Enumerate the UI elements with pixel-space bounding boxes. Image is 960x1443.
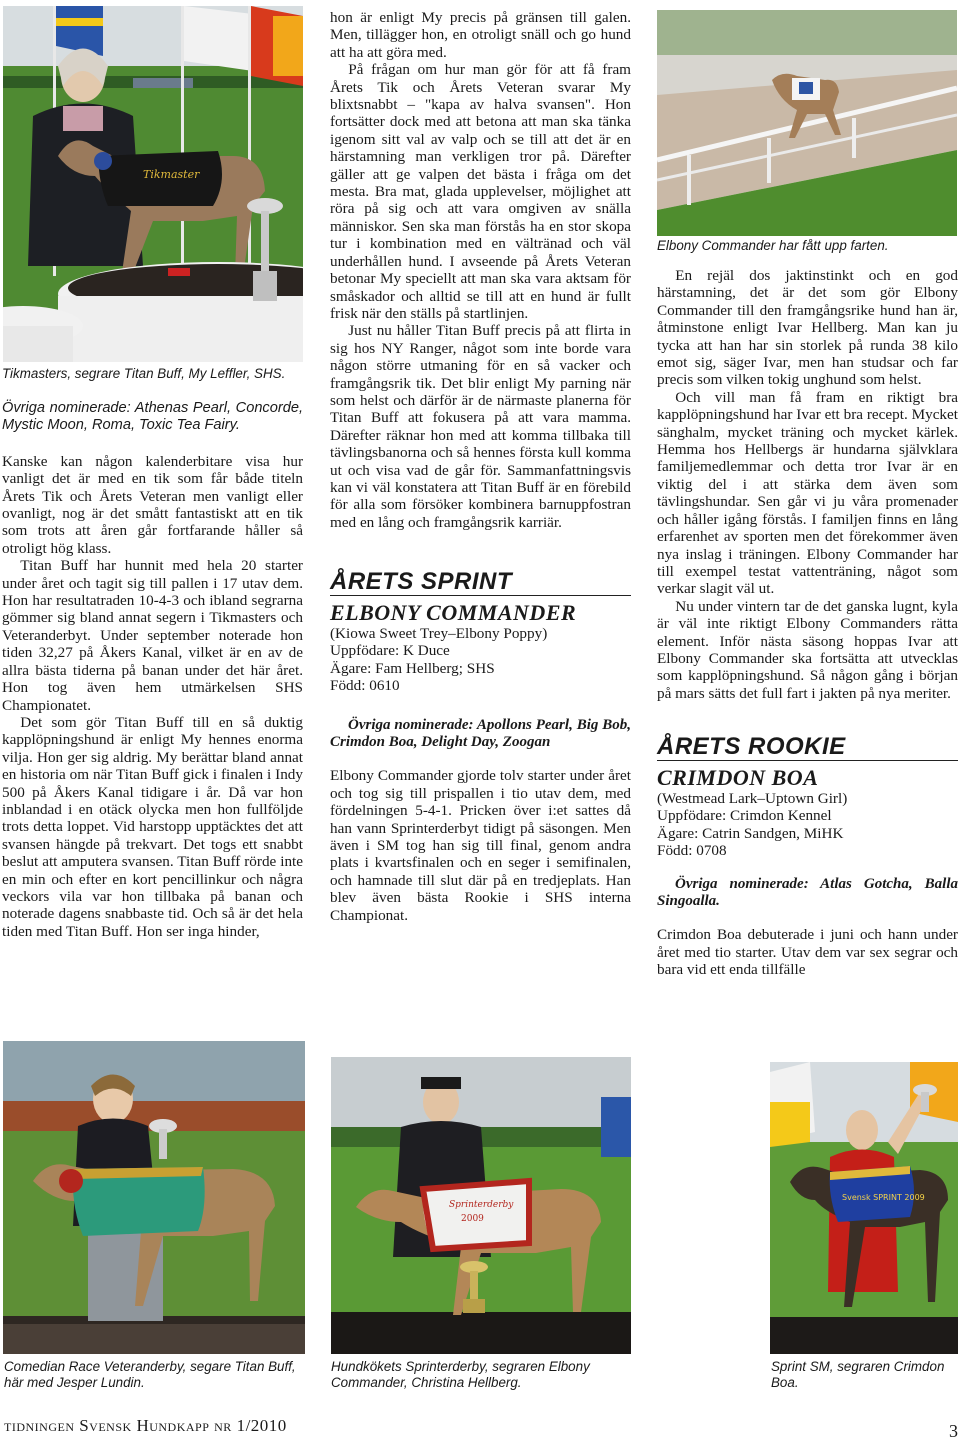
nominees-sprint: Övriga nominerade: Apollons Pearl, Big Bob, Crimdon Boa, Delight Day, Zoogan xyxy=(330,716,631,751)
caption-sprint-sm: Sprint SM, segraren Crimdon Boa. xyxy=(771,1359,945,1390)
dog-name-crimdon: CRIMDON BOA xyxy=(657,764,819,790)
dog-name-elbony: ELBONY COMMANDER xyxy=(330,599,577,625)
paragraph: Titan Buff har hunnit med hela 20 starter under året och tagit sig till pallen i 17 utav dem. Hon har resultatraden 10-4-3 och ibland segrarna gömmer sig bland annat segern i Tikmasters och Veteranderbyt. Under september noterade hon tiden 32,27 på Åkers Kanal, vilket är en av de allra bästa tiderna på banan under det här året. Hon tog även hem utmärkelsen SHS Championatet. xyxy=(2,557,303,714)
paragraph: Just nu håller Titan Buff precis på att flirta in sig hos NY Ranger, något som inte borde vara någon större utmaning för en så vacker och framgångsrik tik. Det blir enligt My parning när som helst och därför är de närmaste planerna för Titan Buff att fokusera på att vara mamma. Därefter räknar hon med att komma tillbaka till tävlingsbanorna och så hennes första kull komma ut och visa vad de går för. Sammanfattningsvis kan vi väl konstatera att Titan Buff är en förebild för alla som försöker kombinera barnuppfostran med en lång och framgångsrik karriär. xyxy=(330,322,631,531)
paragraph: På frågan om hur man gör för att få fram Årets Tik och Årets Veteran svarar My blixtsnabbt – "kapa av halva svansen". Hon fortsätter dock med att betona att man ska tänka igenom sitt val av valp och se till att det är en härstamning man verkligen tror på. Därefter gäller att ge valpen det bästa i fråga om det mesta. Bra mat, glada upplevelser, möjlighet att röra på sig och att vara omgiven av snälla människor. Sen ska man förstås ha en stor skopa tur i kombination med en vältränad och väl underhållen hund. I avseende på Årets Veteran betonar My speciellt att man ska vara aktsam för småskador och alltid se till att en hund är fullt frisk när den ställs på startlinjen. xyxy=(330,61,631,322)
pedigree: (Kiowa Sweet Trey–Elbony Poppy) xyxy=(330,625,548,642)
born: Född: 0610 xyxy=(330,677,400,695)
nominees-rookie: Övriga nominerade: Atlas Gotcha, Balla Singoalla. xyxy=(657,875,958,909)
paragraph: Nu under vintern tar de det ganska lugnt, kyla är väl inte riktigt Elbony Commanders rätta element. Inför nästa säsong hoppas Ivar att Elbony Commander ska fortsätta att utvecklas som kapplöpningshund. Så någon gång i början på mars sätts det full fart i jakten på nya meriter. xyxy=(657,597,958,702)
svg-text:2009: 2009 xyxy=(461,1214,484,1224)
breeder: Uppfödare: Crimdon Kennel xyxy=(657,807,832,825)
column-left xyxy=(2,400,303,940)
born: Född: 0708 xyxy=(657,842,727,860)
owner: Ägare: Fam Hellberg; SHS xyxy=(330,659,495,677)
photo-veteranderby-winner xyxy=(3,1041,305,1354)
photo-tikmasters-winner xyxy=(3,6,303,362)
paragraph: En rejäl dos jaktinstinkt och en god härstamning, det är det som gör Elbony Commander till den framgångsrike hund han är, åtminstone enligt Ivar Hellberg. Man kan ju tycka att han har sin storlek på runda 38 kilo emot sig, säger Ivar, men han studsar och far precis som vilken tokig unghund som helst. xyxy=(657,267,958,389)
caption-sprinterderby: Hundkökets Sprinterderby, segraren Elbony Commander, Christina Hellberg. xyxy=(331,1359,590,1390)
paragraph: hon är enligt My precis på gränsen till galen. Men, tillägger hon, en otroligt snäll och go hund att ha att göra med. xyxy=(330,9,631,61)
paragraph: Kanske kan någon kalenderbitare visa hur vanligt det är med en tik som får både titeln Årets Tik och Årets Veteran men vanligt eller ovanligt, nog är det smått fantastiskt att en tik som trots att åren går fortfarande håller så otroligt hög klass. xyxy=(2,452,303,557)
column-right xyxy=(657,267,958,979)
section-heading-sprint: ÅRETS SPRINT xyxy=(330,568,513,596)
nominees-veteran: Övriga nominerade: Athenas Pearl, Concorde, Mystic Moon, Roma, Toxic Tea Fairy. xyxy=(2,400,303,434)
owner: Ägare: Catrin Sandgen, MiHK xyxy=(657,824,844,842)
sprint-blanket-text: Svensk SPRINT 2009 xyxy=(842,1193,925,1202)
photo-sprinterderby-winner xyxy=(331,1057,631,1354)
photo-elbony-racing xyxy=(657,10,957,236)
paragraph: Det som gör Titan Buff till en så duktig kapplöpningshund är enligt My hennes enorma vilja. Hon ger sig aldrig. My berättar bland annat en historia om när Titan Buff gick i finalen i Indy 500 på Åkers Kanal tidigare i år. Då var hon inblandad i en otäck olycka men hon fullföljde trots detta loppet. Vid harstopp upptäcktes det att svansen hängde på trekvart. Det togs ett snabbt beslut att amputera svansen. Titan Buff rörde inte en min och efter en kort pencillinkur och några veckors vila var hon tillbaka på banan och noterade dagens snabbaste tid. Och så är det hela tiden med Titan Buff. Hon ser inga hinder, xyxy=(2,713,303,940)
paragraph: Crimdon Boa debuterade i juni och hann under året med tio starter. Utav dem var sex segrar och bara vid ett enda tillfälle xyxy=(657,926,958,979)
photo-sprint-sm-winner xyxy=(770,1062,958,1354)
caption-tikmasters: Tikmasters, segrare Titan Buff, My Leffler, SHS. xyxy=(2,366,286,381)
tikmaster-blanket-text: Tikmaster xyxy=(143,168,200,181)
paragraph: Elbony Commander gjorde tolv starter under året och tog sig till prispallen i tio utav dem, med fördelningen 5-4-1. Pricken över i:et sattes då han vann Sprinterderbyt tidigt på säsongen. Men även i SM tog han sig till final, genom andra plats i kvartsfinalen och en seger i semifinalen, och hamnade till slut där på en tredjeplats. Han blev även bästa Rookie i SHS interna Championat. xyxy=(330,767,631,924)
breeder: Uppfödare: K Duce xyxy=(330,642,450,660)
caption-elbony-racing: Elbony Commander har fått upp farten. xyxy=(657,238,889,253)
column-middle xyxy=(330,9,631,924)
section-heading-rookie: ÅRETS ROOKIE xyxy=(657,733,846,761)
page-number: 3 xyxy=(949,1421,958,1441)
pedigree: (Westmead Lark–Uptown Girl) xyxy=(657,789,848,807)
paragraph: Och vill man få fram en riktigt bra kapplöpningshund har Ivar ett bra recept. Mycket sänghalm, mycket träning och mycket kärlek. Hemma hos Hellbergs är hundarna självklara familjemedlemmar och detta tror Ivar är en viktig del i att stärka dem även som tävlingshundar. Sen går vi ju våra promenader och håller igång förstås. I familjen finns en lång erfarenhet av sporten men det förekommer även nya inslag i träningen. Elbony Commander har till exempel testat vattenträning, något som verkar slagit väl ut. xyxy=(657,388,958,598)
caption-veteranderby: Comedian Race Veteranderby, segare Titan Buff, här med Jesper Lundin. xyxy=(4,1359,296,1390)
magazine-footer: tidningen Svensk Hundkapp nr 1/2010 xyxy=(4,1416,287,1435)
svg-text:Sprinterderby: Sprinterderby xyxy=(449,1200,514,1210)
